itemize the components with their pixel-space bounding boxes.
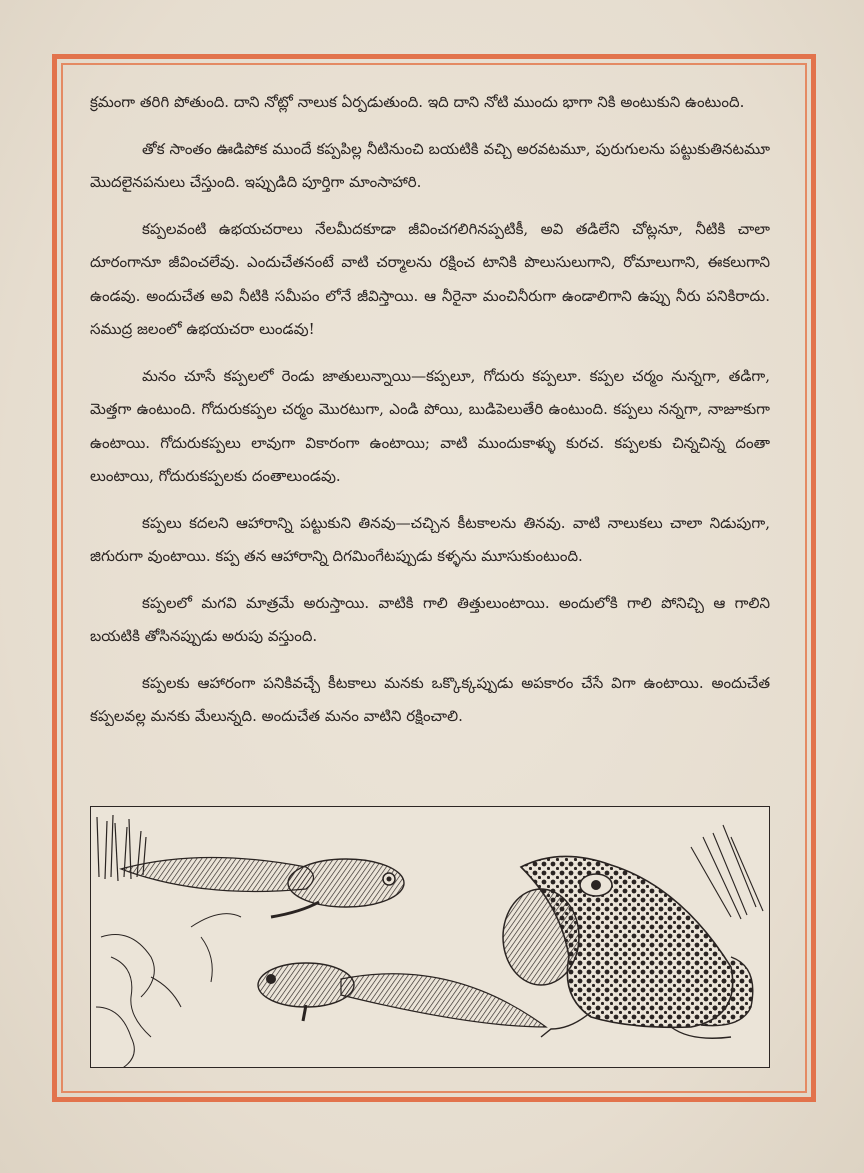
toad — [503, 856, 753, 1038]
tadpole-upper — [121, 857, 404, 917]
paragraph: కప్పలకు ఆహారంగా పనికివచ్చే కీటకాలు మనకు ఒక్కొక్కప్పుడు అపకారం చేసే విగా ఉంటాయి. అందుచేత కప్పలవల్ల మనకు మేలున్నది. అందుచేత మనం వాటిని రక్షించాలి. — [90, 673, 770, 725]
tadpole-lower — [258, 963, 546, 1027]
paragraph: తోక సాంతం ఊడిపోక ముందే కప్పపిల్ల నీటినుంచి బయటికి వచ్చి అరవటమూ, పురుగులను పట్టుకుతినటమూ మొదలైనపనులు చేస్తుంది. ఇప్పుడిది పూర్తిగా మాంసాహారి. — [90, 139, 770, 191]
illustration-drawing — [91, 807, 770, 1068]
paragraph: కప్పలవంటి ఉభయచరాలు నేలమీదకూడా జీవించగలిగినప్పటికీ, అవి తడిలేని చోట్లనూ, నీటికి చాలా దూరంగానూ జీవించలేవు. ఎందుచేతనంటే వాటి చర్మాలను రక్షించ టానికి పొలుసులుగాని, రోమాలుగాని, ఈకలుగాని ఉండవు. అందుచేత అవి నీటికి సమీపం లోనే జీవిస్తాయి. ఆ నీరైనా మంచినీరుగా ఉండాలిగాని ఉప్పు నీరు పనికిరాదు. సముద్ర జలంలో ఉభయచరా లుండవు! — [90, 219, 770, 338]
paragraph: కప్పలలో మగవి మాత్రమే అరుస్తాయి. వాటికి గాలి తిత్తులుంటాయి. అందులోకి గాలి పోనిచ్చి ఆ గాలిని బయటికి తోసినప్పుడు అరుపు వస్తుంది. — [90, 593, 770, 645]
roots — [96, 914, 241, 1068]
paragraph: మనం చూసే కప్పలలో రెండు జాతులున్నాయి—కప్పలూ, గోదురు కప్పలూ. కప్పల చర్మం నున్నగా, తడిగా, మెత్తగా ఉంటుంది. గోదురుకప్పల చర్మం మొరటుగా, ఎండి పోయి, బుడిపెలుతేరి ఉంటుంది. కప్పలు నన్నగా, నాజూకుగా ఉంటాయి. గోదురుకప్పలు లావుగా వికారంగా ఉంటాయి; వాటి ముందుకాళ్ళు కురచ. కప్పలకు చిన్నచిన్న దంతా లుంటాయి, గోదురుకప్పలకు దంతాలుండవు. — [90, 366, 770, 485]
paragraph: క్రమంగా తరిగి పోతుంది. దాని నోట్లో నాలుక ఏర్పడుతుంది. ఇది దాని నోటి ముందు భాగా నికి అంటుకుని ఉంటుంది. — [90, 93, 745, 111]
paragraph: కప్పలు కదలని ఆహారాన్ని పట్టుకుని తినవు—చచ్చిన కీటకాలను తినవు. వాటి నాలుకలు చాలా నిడుపుగా, జిగురుగా వుంటాయి. కప్ప తన ఆహారాన్ని దిగమింగేటప్పుడు కళ్ళను మూసుకుంటుంది. — [90, 513, 770, 565]
body-text — [90, 86, 770, 747]
grass-right — [691, 825, 763, 919]
tadpole-toad-illustration — [90, 806, 770, 1068]
